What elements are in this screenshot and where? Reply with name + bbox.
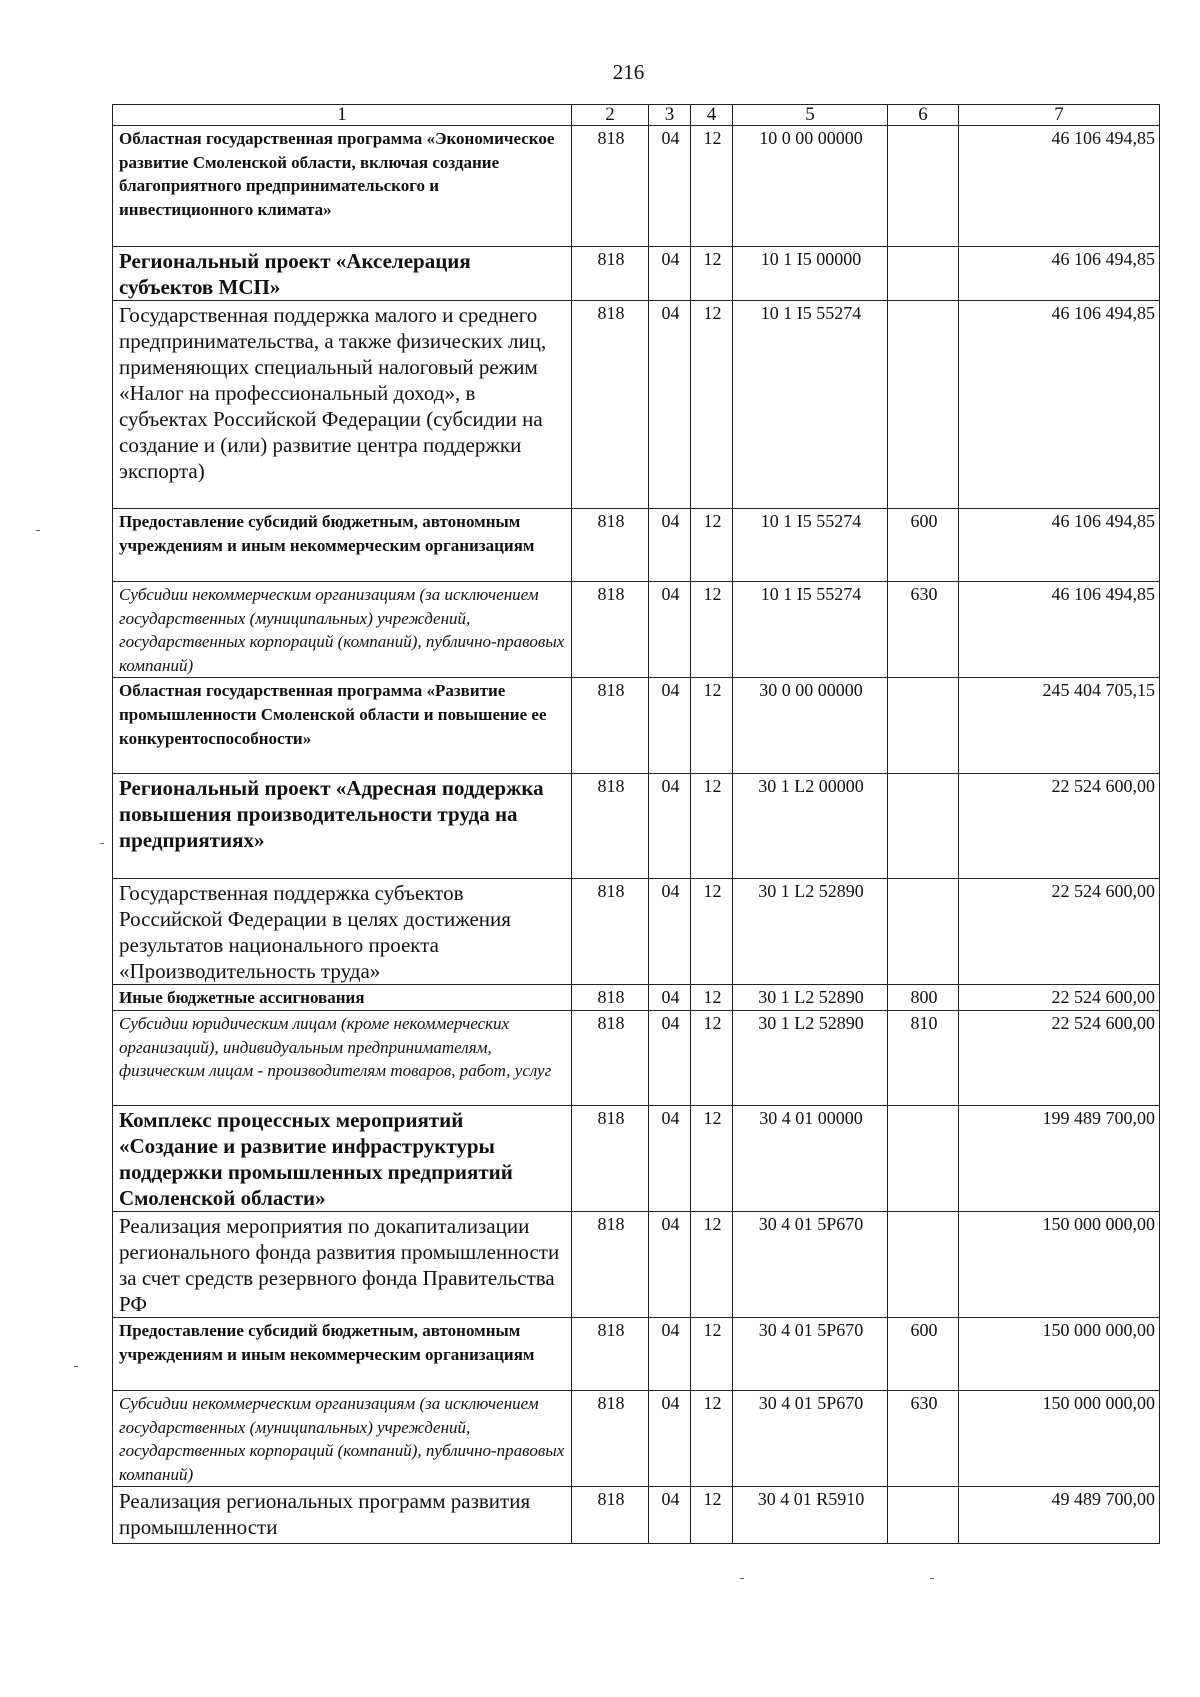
- cell-ministry-code: 818: [572, 582, 649, 678]
- cell-description: Субсидии юридическим лицам (кроме некоммерческих организаций), индивидуальным предпринимателям, физическим лицам - производителям товаров, работ, услуг: [113, 1010, 572, 1105]
- cell-subsection: 12: [691, 582, 733, 678]
- cell-expense-type: 800: [888, 985, 959, 1011]
- cell-target-article: 30 4 01 5P670: [733, 1390, 888, 1486]
- cell-section: 04: [649, 582, 691, 678]
- cell-amount: 22 524 600,00: [959, 774, 1160, 879]
- scan-mark: [36, 530, 40, 531]
- cell-section: 04: [649, 774, 691, 879]
- cell-target-article: 30 4 01 5P670: [733, 1211, 888, 1317]
- header-cell: 3: [649, 105, 691, 126]
- table-row: [113, 1317, 1160, 1390]
- cell-target-article: 10 0 00 00000: [733, 126, 888, 247]
- cell-target-article: 10 1 I5 55274: [733, 582, 888, 678]
- scan-mark: [74, 1366, 78, 1367]
- cell-description: Государственная поддержка малого и среднего предпринимательства, а также физических лиц, применяющих специальный налоговый режим «Налог на профессиональный доход», в субъектах Российской Федерации (субсидии на создание и (или) развитие центра поддержки экспорта): [113, 301, 572, 509]
- cell-description: Областная государственная программа «Экономическое развитие Смоленской области, включая создание благоприятного предпринимательского и инвестиционного климата»: [113, 126, 572, 247]
- cell-section: 04: [649, 1487, 691, 1544]
- cell-section: 04: [649, 678, 691, 774]
- cell-expense-type: [888, 1211, 959, 1317]
- cell-section: 04: [649, 126, 691, 247]
- cell-amount: 46 106 494,85: [959, 301, 1160, 509]
- cell-target-article: 30 0 00 00000: [733, 678, 888, 774]
- cell-section: 04: [649, 1010, 691, 1105]
- cell-description: Государственная поддержка субъектов Российской Федерации в целях достижения результатов национального проекта «Производительность труда»: [113, 879, 572, 985]
- cell-section: 04: [649, 247, 691, 301]
- cell-description: Предоставление субсидий бюджетным, автономным учреждениям и иным некоммерческим организациям: [113, 509, 572, 582]
- header-cell: 1: [113, 105, 572, 126]
- cell-ministry-code: 818: [572, 1010, 649, 1105]
- cell-expense-type: [888, 774, 959, 879]
- cell-amount: 150 000 000,00: [959, 1211, 1160, 1317]
- cell-expense-type: [888, 247, 959, 301]
- cell-description: Реализация региональных программ развития промышленности: [113, 1487, 572, 1544]
- cell-expense-type: [888, 1487, 959, 1544]
- cell-amount: 150 000 000,00: [959, 1390, 1160, 1486]
- cell-target-article: 10 1 I5 55274: [733, 509, 888, 582]
- cell-ministry-code: 818: [572, 1105, 649, 1211]
- cell-subsection: 12: [691, 1487, 733, 1544]
- cell-ministry-code: 818: [572, 879, 649, 985]
- cell-subsection: 12: [691, 126, 733, 247]
- cell-subsection: 12: [691, 879, 733, 985]
- cell-description: Предоставление субсидий бюджетным, автономным учреждениям и иным некоммерческим организациям: [113, 1317, 572, 1390]
- cell-subsection: 12: [691, 774, 733, 879]
- cell-target-article: 30 4 01 00000: [733, 1105, 888, 1211]
- cell-amount: 22 524 600,00: [959, 879, 1160, 985]
- cell-section: 04: [649, 301, 691, 509]
- cell-subsection: 12: [691, 1317, 733, 1390]
- cell-subsection: 12: [691, 301, 733, 509]
- table-row: [113, 774, 1160, 879]
- budget-table: [112, 104, 1160, 1544]
- cell-subsection: 12: [691, 509, 733, 582]
- cell-ministry-code: 818: [572, 1211, 649, 1317]
- cell-amount: 150 000 000,00: [959, 1317, 1160, 1390]
- cell-ministry-code: 818: [572, 678, 649, 774]
- cell-ministry-code: 818: [572, 247, 649, 301]
- cell-description: Иные бюджетные ассигнования: [113, 985, 572, 1011]
- cell-subsection: 12: [691, 678, 733, 774]
- header-cell: 4: [691, 105, 733, 126]
- cell-ministry-code: 818: [572, 301, 649, 509]
- cell-expense-type: 810: [888, 1010, 959, 1105]
- cell-subsection: 12: [691, 1390, 733, 1486]
- cell-subsection: 12: [691, 247, 733, 301]
- cell-description: Субсидии некоммерческим организациям (за исключением государственных (муниципальных) учреждений, государственных корпораций (компаний), публично-правовых компаний): [113, 582, 572, 678]
- cell-target-article: 10 1 I5 00000: [733, 247, 888, 301]
- table-row: [113, 1105, 1160, 1211]
- cell-ministry-code: 818: [572, 985, 649, 1011]
- cell-section: 04: [649, 879, 691, 985]
- scan-mark: [740, 1578, 744, 1579]
- cell-amount: 22 524 600,00: [959, 1010, 1160, 1105]
- cell-amount: 22 524 600,00: [959, 985, 1160, 1011]
- table-row: [113, 509, 1160, 582]
- table-row: [113, 1487, 1160, 1544]
- table-row: [113, 985, 1160, 1011]
- table-row: [113, 1010, 1160, 1105]
- cell-section: 04: [649, 509, 691, 582]
- cell-description: Реализация мероприятия по докапитализации регионального фонда развития промышленности за счет средств резервного фонда Правительства РФ: [113, 1211, 572, 1317]
- table-header-row: [113, 105, 1160, 126]
- cell-ministry-code: 818: [572, 1317, 649, 1390]
- table-row: [113, 247, 1160, 301]
- cell-section: 04: [649, 1105, 691, 1211]
- cell-ministry-code: 818: [572, 509, 649, 582]
- header-cell: 6: [888, 105, 959, 126]
- cell-section: 04: [649, 1317, 691, 1390]
- cell-ministry-code: 818: [572, 1390, 649, 1486]
- table-row: [113, 879, 1160, 985]
- cell-subsection: 12: [691, 985, 733, 1011]
- cell-expense-type: 600: [888, 509, 959, 582]
- scan-mark: [930, 1578, 934, 1579]
- cell-expense-type: 630: [888, 582, 959, 678]
- cell-description: Региональный проект «Акселерация субъектов МСП»: [113, 247, 572, 301]
- cell-section: 04: [649, 1390, 691, 1486]
- cell-ministry-code: 818: [572, 1487, 649, 1544]
- cell-amount: 46 106 494,85: [959, 126, 1160, 247]
- cell-description: Областная государственная программа «Развитие промышленности Смоленской области и повышение ее конкурентоспособности»: [113, 678, 572, 774]
- cell-target-article: 30 4 01 5P670: [733, 1317, 888, 1390]
- cell-section: 04: [649, 1211, 691, 1317]
- cell-description: Субсидии некоммерческим организациям (за исключением государственных (муниципальных) учреждений, государственных корпораций (компаний), публично-правовых компаний): [113, 1390, 572, 1486]
- header-cell: 2: [572, 105, 649, 126]
- cell-target-article: 30 1 L2 00000: [733, 774, 888, 879]
- cell-description: Региональный проект «Адресная поддержка повышения производительности труда на предприятиях»: [113, 774, 572, 879]
- cell-subsection: 12: [691, 1010, 733, 1105]
- cell-ministry-code: 818: [572, 774, 649, 879]
- cell-amount: 46 106 494,85: [959, 509, 1160, 582]
- table-row: [113, 582, 1160, 678]
- cell-target-article: 30 1 L2 52890: [733, 985, 888, 1011]
- cell-target-article: 30 1 L2 52890: [733, 1010, 888, 1105]
- cell-amount: 245 404 705,15: [959, 678, 1160, 774]
- cell-expense-type: [888, 879, 959, 985]
- cell-amount: 46 106 494,85: [959, 247, 1160, 301]
- scan-mark: [100, 843, 104, 844]
- table-row: [113, 678, 1160, 774]
- cell-target-article: 10 1 I5 55274: [733, 301, 888, 509]
- cell-amount: 49 489 700,00: [959, 1487, 1160, 1544]
- cell-expense-type: 630: [888, 1390, 959, 1486]
- cell-expense-type: [888, 126, 959, 247]
- cell-amount: 199 489 700,00: [959, 1105, 1160, 1211]
- cell-target-article: 30 1 L2 52890: [733, 879, 888, 985]
- table-row: [113, 1211, 1160, 1317]
- table-row: [113, 126, 1160, 247]
- cell-target-article: 30 4 01 R5910: [733, 1487, 888, 1544]
- header-cell: 5: [733, 105, 888, 126]
- cell-subsection: 12: [691, 1211, 733, 1317]
- table-row: [113, 301, 1160, 509]
- cell-expense-type: [888, 301, 959, 509]
- header-cell: 7: [959, 105, 1160, 126]
- cell-section: 04: [649, 985, 691, 1011]
- cell-amount: 46 106 494,85: [959, 582, 1160, 678]
- cell-ministry-code: 818: [572, 126, 649, 247]
- cell-description: Комплекс процессных мероприятий «Создание и развитие инфраструктуры поддержки промышленных предприятий Смоленской области»: [113, 1105, 572, 1211]
- cell-expense-type: [888, 1105, 959, 1211]
- cell-expense-type: 600: [888, 1317, 959, 1390]
- cell-expense-type: [888, 678, 959, 774]
- page-number: 216: [612, 60, 645, 84]
- cell-subsection: 12: [691, 1105, 733, 1211]
- table-row: [113, 1390, 1160, 1486]
